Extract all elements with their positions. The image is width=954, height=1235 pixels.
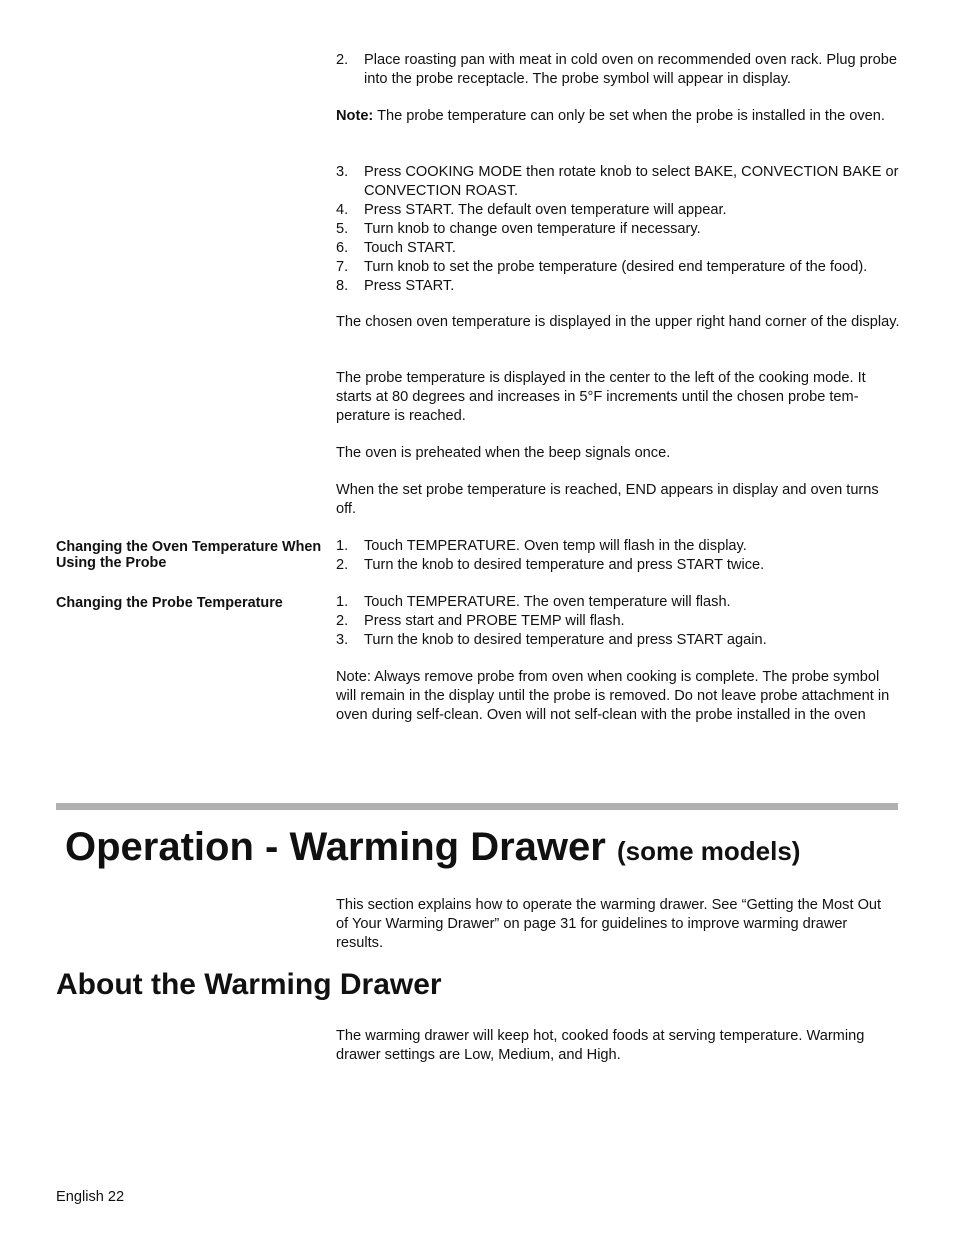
- end-paragraph: When the set probe temperature is reached, END appears in display and oven turns off.: [336, 482, 879, 517]
- probe-display-paragraph: The probe temperature is displayed in the center to the left of the cooking mode. It starts at 80 degrees and increases in 5°F increments until the chosen probe tem-perature is reached.: [336, 370, 866, 424]
- step-number: 1.: [336, 538, 349, 554]
- list-item: [336, 163, 906, 201]
- note-remove-paragraph: Note: Always remove probe from oven when cooking is complete. The probe symbol will remain in the display until the probe is removed. Do not leave probe attachment in oven during self-clean. Oven will not self-clean with the probe installed in the oven: [336, 669, 890, 723]
- step-text: Press COOKING MODE then rotate knob to select BAKE, CONVECTION BAKE or CONVECTION ROAST.: [364, 164, 899, 199]
- step-text: Turn knob to change oven temperature if necessary.: [364, 221, 701, 237]
- about-text: The warming drawer will keep hot, cooked foods at serving temperature. Warming drawer settings are Low, Medium, and High.: [336, 1028, 865, 1063]
- section-title-main: Operation - Warming Drawer: [65, 825, 606, 869]
- note-label: Note:: [336, 108, 374, 124]
- section-title-suffix: (some models): [616, 836, 801, 866]
- list-item: [336, 631, 906, 650]
- step-text: Turn the knob to desired temperature and press START again.: [364, 632, 767, 648]
- step-text: Press START.: [364, 278, 455, 294]
- step-number: 7.: [336, 259, 349, 275]
- step-text: Touch START.: [364, 240, 456, 256]
- list-item: [336, 593, 906, 612]
- step-text: Press start and PROBE TEMP will flash.: [364, 613, 625, 629]
- step-text: Turn knob to set the probe temperature (desired end temperature of the food).: [364, 259, 868, 275]
- probe-steps-list-a: [336, 51, 906, 89]
- step-text: Touch TEMPERATURE. The oven temperature will flash.: [364, 594, 731, 610]
- section-title: [65, 824, 800, 874]
- about-heading: About the Warming Drawer: [56, 968, 442, 1001]
- list-item: [336, 612, 906, 631]
- list-item: [336, 51, 906, 89]
- section-intro: This section explains how to operate the warming drawer. See “Getting the Most Out of Your Warming Drawer” on page 31 for guidelines to improve warming drawer results.: [336, 897, 882, 951]
- list-item: [336, 277, 906, 296]
- step-text: Turn the knob to desired temperature and press START twice.: [364, 557, 765, 573]
- changing-probe-heading: Changing the Probe Temperature: [56, 595, 283, 611]
- changing-oven-heading: Changing the Oven Temperature When Using the Probe: [56, 539, 322, 571]
- chosen-temp-paragraph: The chosen oven temperature is displayed in the upper right hand corner of the display.: [336, 314, 900, 330]
- step-number: 2.: [336, 613, 349, 629]
- changing-oven-steps: [336, 537, 906, 575]
- step-number: 2.: [336, 52, 349, 68]
- list-item: [336, 258, 906, 277]
- section-divider: [56, 803, 898, 810]
- probe-steps-list-b: [336, 163, 906, 296]
- step-number: 4.: [336, 202, 349, 218]
- page-footer: English 22: [56, 1189, 125, 1205]
- list-item: [336, 239, 906, 258]
- list-item: [336, 201, 906, 220]
- list-item: [336, 556, 906, 575]
- note-probe-paragraph: [336, 107, 901, 126]
- step-text: Press START. The default oven temperature will appear.: [364, 202, 727, 218]
- preheated-paragraph: The oven is preheated when the beep signals once.: [336, 445, 671, 461]
- step-number: 1.: [336, 594, 349, 610]
- list-item: [336, 537, 906, 556]
- step-number: 3.: [336, 632, 349, 648]
- step-number: 5.: [336, 221, 349, 237]
- step-number: 2.: [336, 557, 349, 573]
- step-number: 8.: [336, 278, 349, 294]
- step-number: 6.: [336, 240, 349, 256]
- note-text: The probe temperature can only be set when the probe is installed in the oven.: [373, 108, 885, 124]
- step-text: Touch TEMPERATURE. Oven temp will flash in the display.: [364, 538, 747, 554]
- step-text: Place roasting pan with meat in cold oven on recommended oven rack. Plug probe into the probe receptacle. The probe symbol will appear in display.: [364, 52, 897, 87]
- list-item: [336, 220, 906, 239]
- changing-probe-steps: [336, 593, 906, 650]
- step-number: 3.: [336, 164, 349, 180]
